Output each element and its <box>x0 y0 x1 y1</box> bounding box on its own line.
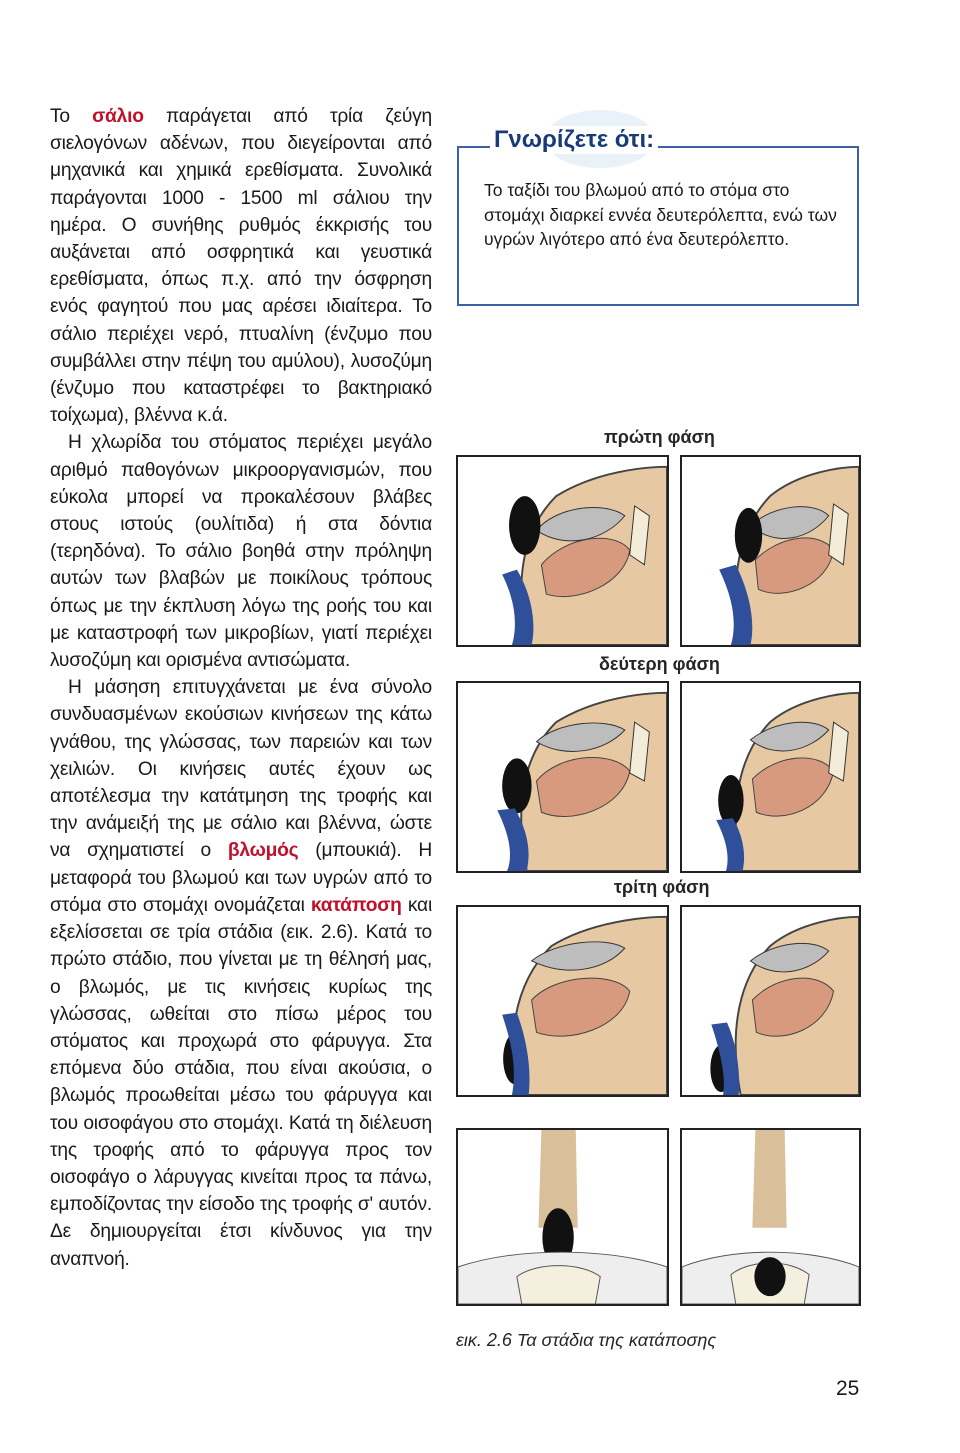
phase1-label: πρώτη φάση <box>604 427 715 447</box>
page-number: 25 <box>836 1377 860 1400</box>
paragraph-saliva: Το σάλιο παράγεται από τρία ζεύγη σιελογόνων αδένων, που διεγείρονται από μηχανικά και χημικά ερεθίσματα. Συνολικά παράγονται 1000 - 1500 ml σάλιου την ημέρα. Ο συνήθης ρυθμός έκκρισής του αυξάνεται από οσφρητικά και γευστικά ερεθίσματα, όπως π.χ. από την όσφρηση ενός φαγητού που μας αρέσει ιδιαίτερα. Το σάλιο περιέχει νερό, πτυαλίνη (ένζυμο που συμβάλλει στην πέψη του αμύλου), λυσοζύμη (ένζυμο που καταστρέφει το βακτηριακό τοίχωμα), βλέννα κ.ά. <box>50 106 433 427</box>
phase2-right-diagram <box>680 681 861 873</box>
paragraph-flora: Η χλωρίδα του στόματος περιέχει μεγάλο αριθμό παθογόνων μικροοργανισμών, που εύκολα μπορεί να προκαλέσουν βλάβες στους ιστούς (ουλίτιδα) ή στα δόντια (τερηδόνα). Το σάλιο βοηθά στην πρόληψη αυτών των βλαβών με ποικίλους τρόπους όπως με την έκπλυση λόγω της ροής του και με καταστροφή των μικροβίων, γιατί περιέχει λυσοζύμη και ορισμένα αντισώματα. <box>50 432 432 672</box>
esophagus-left-diagram <box>456 1128 669 1306</box>
term-bolus: βλωμός <box>227 840 299 862</box>
main-text-column <box>50 103 432 1273</box>
phase2-left-diagram <box>456 681 669 873</box>
esophagus-right-diagram <box>680 1128 861 1306</box>
know-box-text: Το ταξίδι του βλωμού από το στόμα στο στομάχι διαρκεί εννέα δευτερόλεπτα, ενώ των υγρών λιγότερο από ένα δευτερόλεπτο. <box>484 180 837 249</box>
figure-caption: εικ. 2.6 Τα στάδια της κατάποσης <box>456 1330 717 1350</box>
phase3-label: τρίτη φάση <box>614 877 710 897</box>
phase3-left-diagram <box>456 905 669 1097</box>
phase2-label: δεύτερη φάση <box>599 654 720 674</box>
phase3-right-diagram <box>680 905 861 1097</box>
phase1-right-diagram <box>680 455 861 647</box>
term-saliva: σάλιο <box>92 106 144 127</box>
know-box-title: Γνωρίζετε ότι: <box>490 126 658 154</box>
phase1-left-diagram <box>456 455 669 647</box>
paragraph-chewing: Η μάσηση επιτυγχάνεται με ένα σύνολο συνδυασμένων εκούσιων κινήσεων της κάτω γνάθου, της γλώσσας, των παρειών και των χειλιών. Οι κινήσεις αυτές έχουν ως αποτέλεσμα την κατάτμηση της τροφής και την ανάμειξή της με σάλιο και βλέννα, ώστε να σχηματιστεί ο βλωμός (μπουκιά). Η μεταφορά του βλωμού και των υγρών από το στόμα στο στομάχι ονομάζεται κατάποση και εξελίσσεται σε τρία στάδια (εικ. 2.6). Κατά το πρώτο στάδιο, που γίνεται με τη θέλησή μας, ο βλωμός, με τις κινήσεις κυρίως της γλώσσας, ωθείται στο πίσω μέρος του στόματος και προχωρά στο φάρυγγα. Στα επόμενα δύο στάδια, που είναι ακούσια, ο βλωμός προωθείται μέσω του φάρυγγα και του οισοφάγου στο στομάχι. Κατά τη διέλευση της τροφής από το φάρυγγα προς τον οισοφάγο ο λάρυγγας κινείται προς τα πάνω, εμποδίζοντας την είσοδο της τροφής σ' αυτόν. Δε δημιουργείται έτσι κίνδυνος για την αναπνοή. <box>50 677 433 1270</box>
term-swallowing: κατάποση <box>310 894 402 916</box>
